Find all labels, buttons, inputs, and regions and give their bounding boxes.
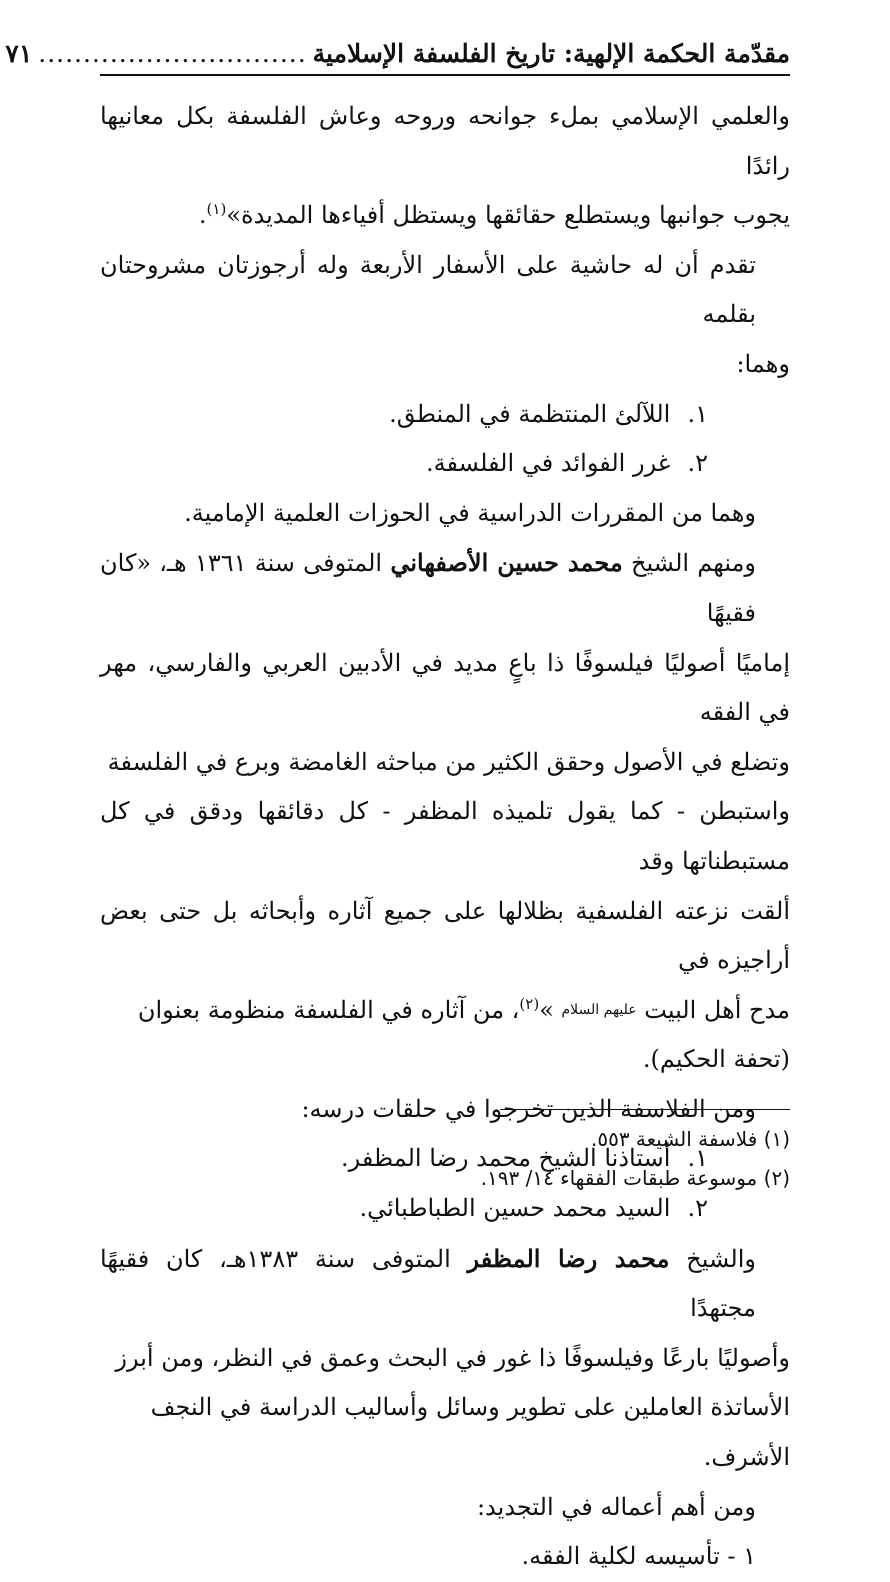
paragraph-6-line-1: والشيخ محمد رضا المظفر المتوفى سنة ١٣٨٣هـ، كان فقيهًا مجتهدًا bbox=[100, 1243, 756, 1323]
footnote-separator bbox=[500, 1109, 790, 1110]
paragraph-6-line-2: وأصوليًا بارعًا وفيلسوفًا ذا غور في البحث وعمق في النظر، ومن أبرز bbox=[115, 1343, 790, 1372]
footnote-ref-1: (١) bbox=[206, 200, 227, 219]
list-item: ٢. السيد محمد حسين الطباطبائي. bbox=[359, 1194, 708, 1223]
footnotes bbox=[100, 1120, 790, 1198]
paragraph-1-line-2: يجوب جوانبها ويستطلع حقائقها ويستظل أفياءها المديدة»$^{(١)}$. bbox=[198, 200, 790, 230]
paragraph-4-line-4: واستبطن - كما يقول تلميذه المظفر - كل دقائقها ودقق في كل مستبطناتها وقد bbox=[100, 797, 790, 875]
paragraph-2-line-2: وهما: bbox=[736, 349, 790, 378]
paragraph-4-line-3: وتضلع في الأصول وحقق الكثير من مباحثه الغامضة وبرع في الفلسفة bbox=[107, 747, 790, 776]
footnote-2: (٢) موسوعة طبقات الفقهاء ١٤/ ١٩٣. bbox=[480, 1166, 790, 1190]
page-number: ٧١ bbox=[5, 39, 33, 68]
footnote-1: (١) فلاسفة الشيعة ٥٥٣. bbox=[590, 1127, 790, 1151]
header-title: مقدّمة الحكمة الإلهية: تاريخ الفلسفة الإسلامية bbox=[312, 39, 790, 68]
person-name-muzaffar: محمد رضا المظفر bbox=[467, 1243, 670, 1273]
paragraph-1-line-1: والعلمي الإسلامي بملء جوانحه وروحه وعاش الفلسفة بكل معانيها رائدًا bbox=[100, 102, 790, 180]
paragraph-3: وهما من المقررات الدراسية في الحوزات العلمية الإمامية. bbox=[184, 498, 756, 527]
paragraph-4-line-5: ألقت نزعته الفلسفية بظلالها على جميع آثاره وأبحاثه بل حتى بعض أراجيزه في bbox=[100, 896, 790, 975]
main-text bbox=[100, 92, 790, 1582]
header-rule bbox=[100, 74, 790, 76]
paragraph-6-line-3: الأساتذة العاملين على تطوير وسائل وأساليب الدراسة في النجف الأشرف. bbox=[150, 1393, 790, 1472]
header-dot-leader: .............................. bbox=[38, 39, 307, 68]
paragraph-4-line-2: إماميًا أصوليًا فيلسوفًا ذا باعٍ مديد في الأدبين العربي والفارسي، مهر في الفقه bbox=[100, 648, 790, 727]
paragraph-4-line-6: مدح أهل البيت عليهم السلام »$^{(٢)}$، من آثاره في الفلسفة منظومة بعنوان (تحفة الحكيم). bbox=[137, 994, 790, 1074]
list-item: ٢. غرر الفوائد في الفلسفة. bbox=[426, 449, 708, 478]
paragraph-4-line-1: ومنهم الشيخ محمد حسين الأصفهاني المتوفى سنة ١٣٦١ هـ، «كان فقيهًا bbox=[100, 548, 757, 627]
list-item: ١. أستاذنا الشيخ محمد رضا المظفر. bbox=[341, 1144, 708, 1173]
paragraph-7: ومن أهم أعماله في التجديد: bbox=[476, 1492, 756, 1521]
footnote-ref-2: (٢) bbox=[519, 994, 540, 1013]
list-item: ١. اللآلئ المنتظمة في المنطق. bbox=[389, 399, 708, 428]
paragraph-2-line-1: تقدم أن له حاشية على الأسفار الأربعة وله أرجوزتان مشروحتان بقلمه bbox=[100, 250, 756, 329]
paragraph-5: ومن الفلاسفة الذين تخرجوا في حلقات درسه: bbox=[301, 1094, 756, 1123]
paragraph-8: ١ - تأسيسه لكلية الفقه. bbox=[521, 1542, 756, 1571]
running-header bbox=[5, 28, 790, 68]
honorific-glyph: عليهم السلام bbox=[561, 1001, 637, 1018]
person-name-isfahani: محمد حسين الأصفهاني bbox=[390, 548, 623, 578]
